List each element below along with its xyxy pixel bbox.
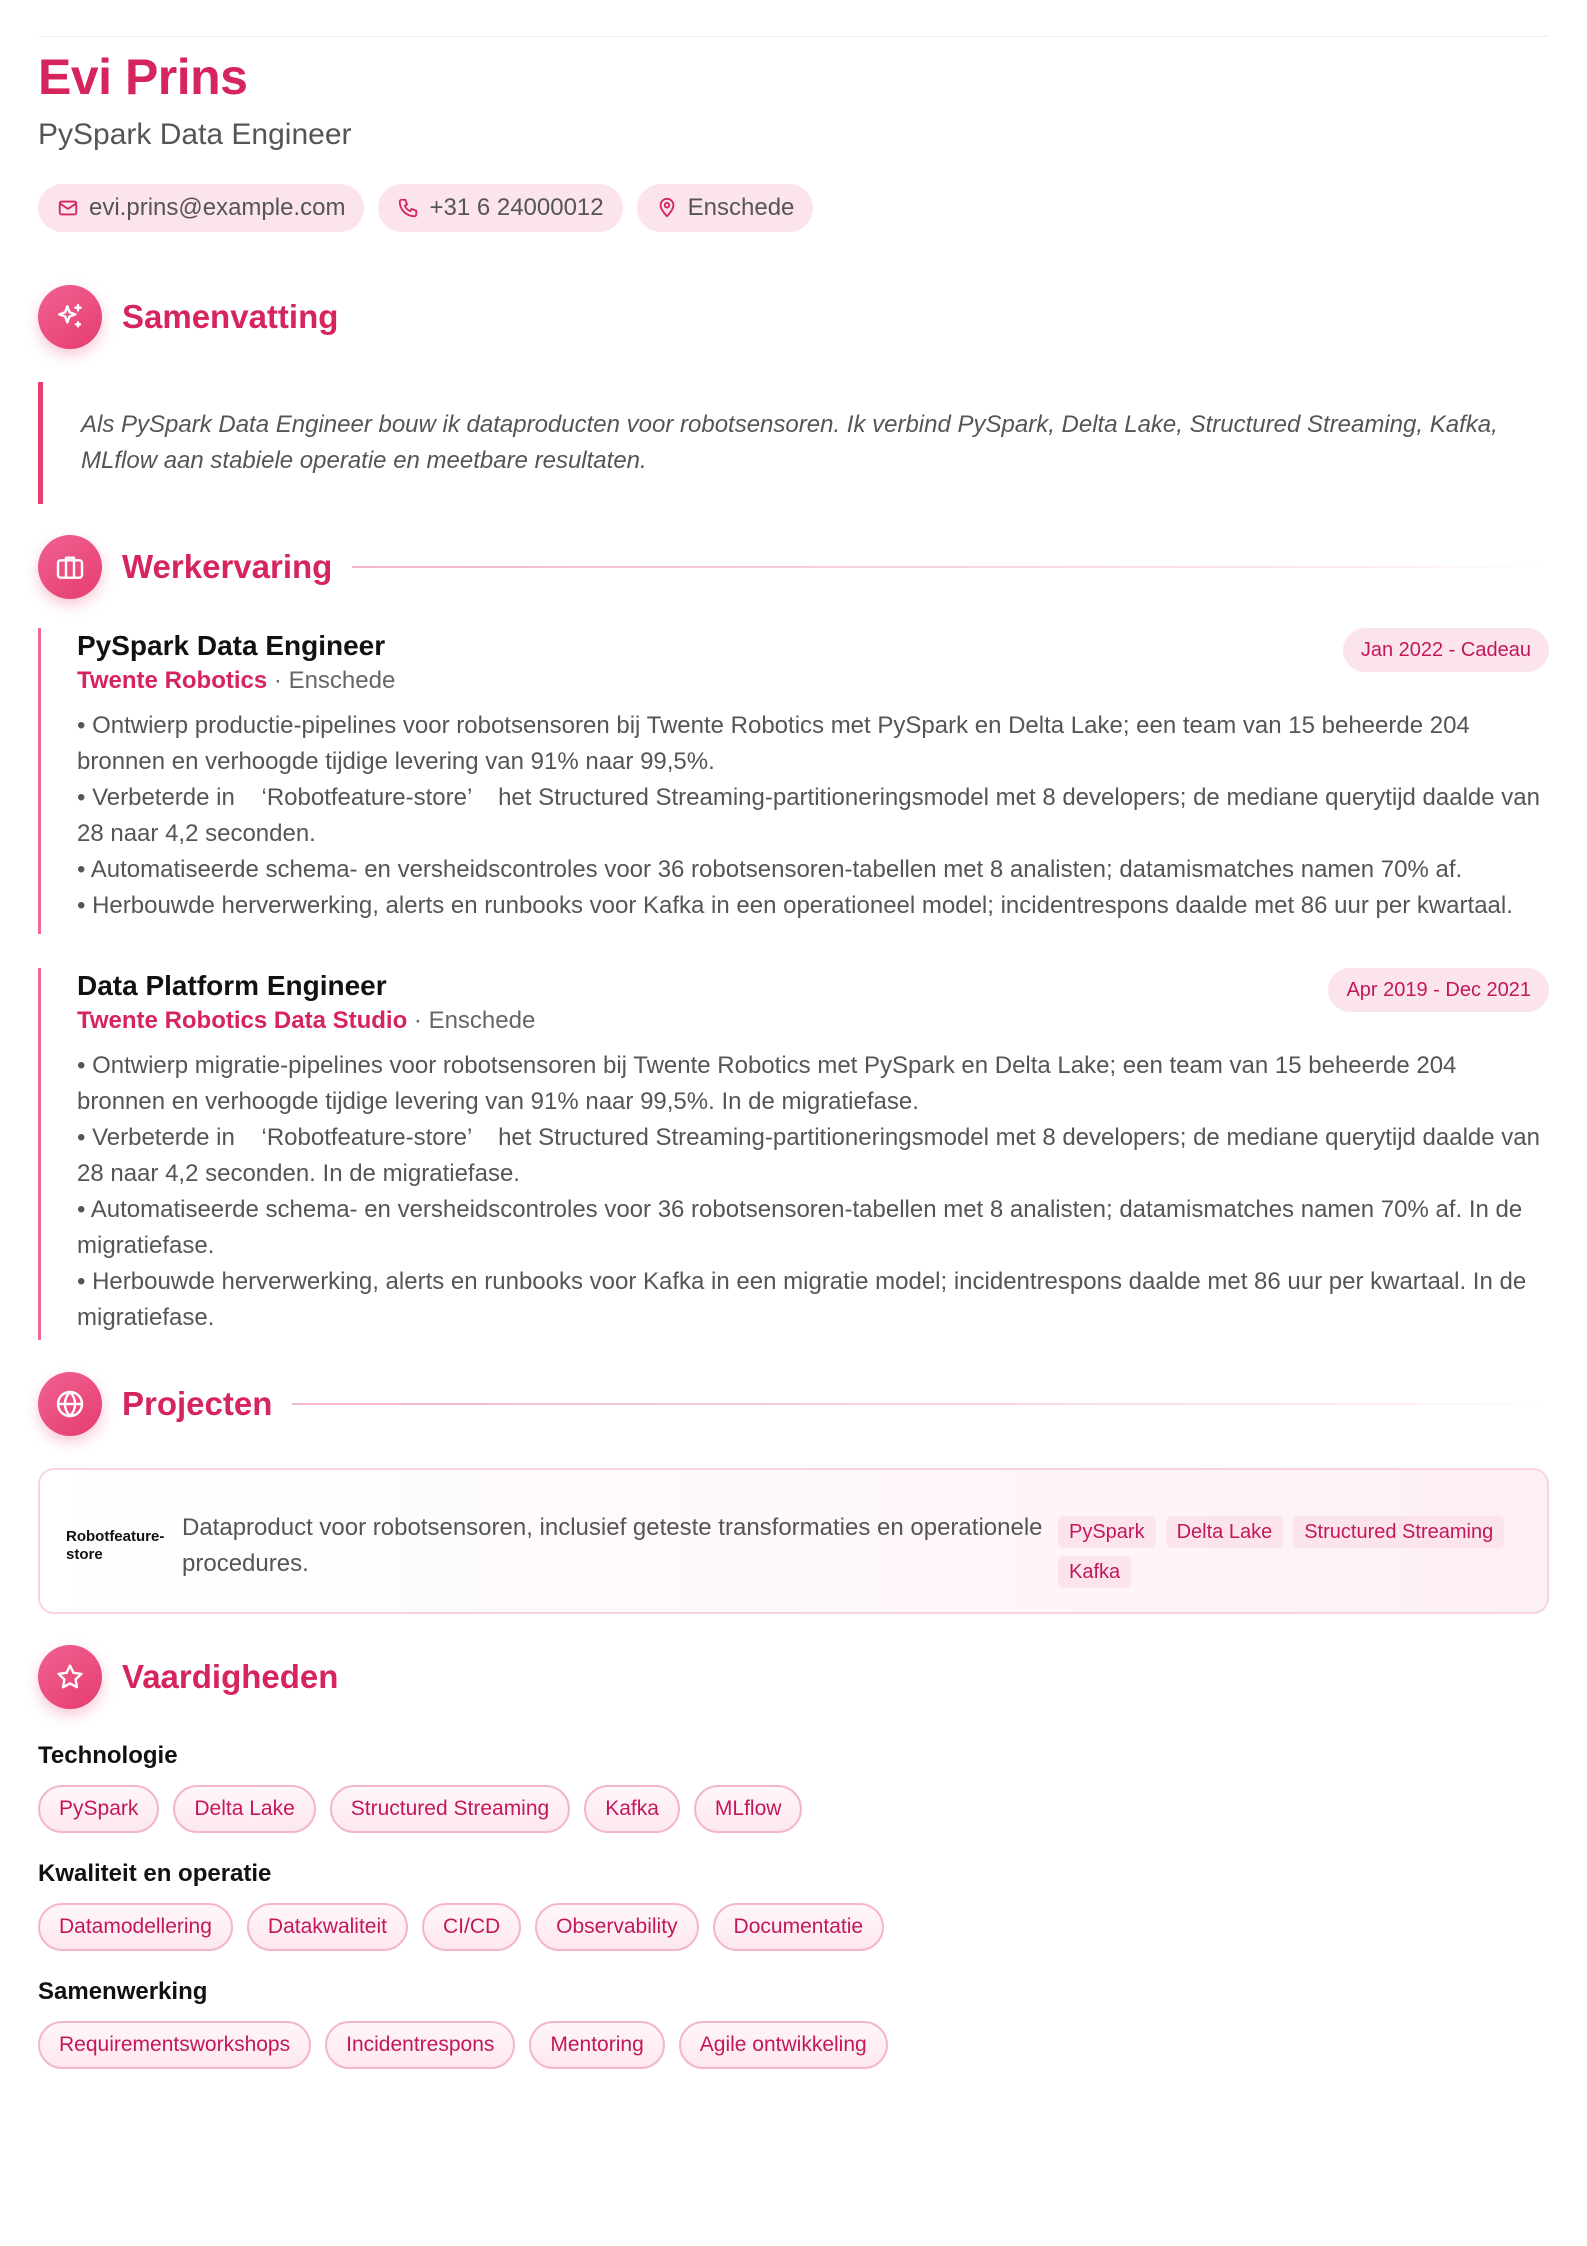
job-bullet: • Automatiseerde schema- en versheidscontroles voor 36 robotsensoren-tabellen met 8 analisten; datamismatches namen 70% af.: [77, 856, 1463, 883]
summary-section-icon: [38, 285, 102, 349]
job-bullets: [77, 708, 1549, 924]
skill-pill: Datakwaliteit: [247, 1903, 408, 1951]
skill-group: [38, 1741, 1549, 1833]
skill-pill: Documentatie: [713, 1903, 885, 1951]
job-entry: [38, 628, 1549, 934]
contact-email-value: evi.prins@example.com: [89, 194, 346, 221]
job-dates-badge: Apr 2019 - Dec 2021: [1328, 968, 1549, 1012]
job-company: Twente Robotics: [77, 667, 268, 694]
job-company: Twente Robotics Data Studio: [77, 1007, 408, 1034]
skill-pill: Kafka: [584, 1785, 680, 1833]
skill-group: [38, 1859, 1549, 1951]
contact-phone-value: +31 6 24000012: [429, 194, 604, 221]
skills-section-title: Vaardigheden: [122, 1658, 339, 1695]
skill-pill: Delta Lake: [173, 1785, 315, 1833]
skill-pill: Incidentrespons: [325, 2021, 515, 2069]
skill-category: Samenwerking: [38, 1978, 208, 2005]
skill-category: Kwaliteit en operatie: [38, 1860, 272, 1887]
experience-section-header: [38, 535, 1549, 599]
experience-section-title: Werkervaring: [122, 548, 333, 585]
job-bullet: • Verbeterde in ‘Robotfeature-store’ het Structured Streaming-partitioneringsmodel met 8 developers; de mediane querytijd daalde van 28 naar 4,2 seconden.: [77, 784, 1540, 847]
job-dates-badge: Jan 2022 - Cadeau: [1343, 628, 1549, 672]
projects-section-divider: [292, 1403, 1549, 1405]
project-card: [38, 1468, 1549, 1614]
skill-pill: Requirementsworkshops: [38, 2021, 311, 2069]
project-tag: Kafka: [1058, 1556, 1131, 1588]
job-bullets: [77, 1048, 1549, 1336]
contact-location: [637, 184, 814, 232]
skill-pill: CI/CD: [422, 1903, 521, 1951]
skill-pill: Structured Streaming: [330, 1785, 570, 1833]
phone-icon: [397, 197, 419, 219]
job-company-line: [77, 1004, 1549, 1038]
skill-category: Technologie: [38, 1742, 178, 1769]
job-bullet: • Ontwierp migratie-pipelines voor robotsensoren bij Twente Robotics met PySpark en Delta Lake; een team van 15 beheerde 204 bronnen en verhoogde tijdige levering van 91% naar 99,5%. In de migratiefase.: [77, 1052, 1457, 1115]
projects-section-header: [38, 1372, 1549, 1436]
project-tags: [1058, 1516, 1528, 1588]
summary-section-title: Samenvatting: [122, 298, 339, 335]
top-divider: [38, 36, 1549, 37]
contact-bar: [38, 184, 813, 232]
mail-icon: [57, 197, 79, 219]
job-bullet: • Automatiseerde schema- en versheidscontroles voor 36 robotsensoren-tabellen met 8 analisten; datamismatches namen 70% af. In de migratiefase.: [77, 1196, 1523, 1259]
skills-section-icon: [38, 1645, 102, 1709]
skill-list: [38, 1903, 1549, 1951]
skill-pill: PySpark: [38, 1785, 159, 1833]
contact-phone[interactable]: [378, 184, 622, 232]
skill-pill: MLflow: [694, 1785, 803, 1833]
project-tag: Structured Streaming: [1293, 1516, 1504, 1548]
job-bullet: • Ontwierp productie-pipelines voor robotsensoren bij Twente Robotics met PySpark en Delta Lake; een team van 15 beheerde 204 bronnen en verhoogde tijdige levering van 91% naar 99,5%.: [77, 712, 1470, 775]
job-entry: [38, 968, 1549, 1340]
skill-pill: Observability: [535, 1903, 698, 1951]
project-tag: Delta Lake: [1166, 1516, 1284, 1548]
star-icon: [54, 1661, 86, 1693]
job-location: · Enschede: [273, 667, 396, 694]
globe-icon: [54, 1388, 86, 1420]
skills-section-header: [38, 1645, 1549, 1709]
job-company-line: [77, 664, 1549, 698]
candidate-role: PySpark Data Engineer: [38, 118, 352, 151]
contact-email[interactable]: [38, 184, 364, 232]
skill-list: [38, 2021, 1549, 2069]
project-tag: PySpark: [1058, 1516, 1156, 1548]
location-icon: [656, 197, 678, 219]
experience-section-divider: [352, 566, 1549, 568]
summary-text: Als PySpark Data Engineer bouw ik dataproducten voor robotsensoren. Ik verbind PySpark, Delta Lake, Structured Streaming, Kafka, MLflow aan stabiele operatie en meetbare resultaten.: [38, 382, 1549, 504]
projects-section-title: Projecten: [122, 1385, 273, 1422]
project-description: Dataproduct voor robotsensoren, inclusief geteste transformaties en operationele procedures.: [182, 1514, 1043, 1577]
sparkle-icon: [54, 301, 86, 333]
candidate-name: Evi Prins: [38, 49, 248, 105]
briefcase-icon: [54, 551, 86, 583]
summary-section-header: [38, 285, 1549, 349]
job-bullet: • Herbouwde herverwerking, alerts en runbooks voor Kafka in een migratie model; incidentrespons daalde met 86 uur per kwartaal. In de migratiefase.: [77, 1268, 1527, 1331]
job-location: · Enschede: [413, 1007, 536, 1034]
skill-pill: Mentoring: [529, 2021, 664, 2069]
skill-pill: Agile ontwikkeling: [679, 2021, 888, 2069]
job-title: Data Platform Engineer: [77, 970, 387, 1001]
contact-location-value: Enschede: [687, 194, 795, 221]
job-bullet: • Verbeterde in ‘Robotfeature-store’ het Structured Streaming-partitioneringsmodel met 8 developers; de mediane querytijd daalde van 28 naar 4,2 seconden. In de migratiefase.: [77, 1124, 1540, 1187]
skill-list: [38, 1785, 1549, 1833]
skill-pill: Datamodellering: [38, 1903, 233, 1951]
job-bullet: • Herbouwde herverwerking, alerts en runbooks voor Kafka in een operationeel model; incidentrespons daalde met 86 uur per kwartaal.: [77, 892, 1513, 919]
project-name: Robotfeature-store: [66, 1528, 165, 1563]
skill-group: [38, 1977, 1549, 2069]
projects-section-icon: [38, 1372, 102, 1436]
job-title: PySpark Data Engineer: [77, 630, 386, 661]
experience-section-icon: [38, 535, 102, 599]
